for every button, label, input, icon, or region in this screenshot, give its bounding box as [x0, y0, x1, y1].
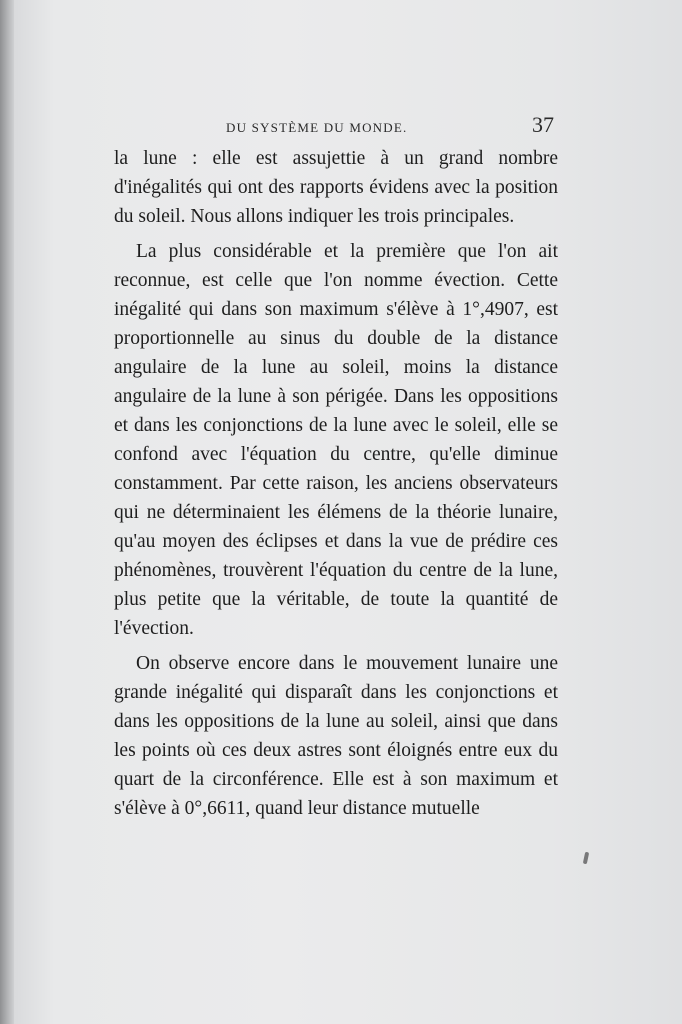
paragraph-1: la lune : elle est assujettie à un grand nombre d'inégalités qui ont des rapports évidens avec la position du soleil. Nous allons indiquer les trois principales.: [114, 148, 558, 227]
paragraph-3: On observe encore dans le mouvement lunaire une grande inégalité qui disparaît dans les conjonctions et dans les oppositions de la lune au soleil, ainsi que dans les points où ces deux astres sont éloignés entre eux du quart de la circonférence. Elle est à son maximum et s'élève à 0°,6611, quand leur distance mutuelle: [114, 653, 558, 819]
page-number: 37: [532, 112, 554, 137]
body-text: [114, 144, 558, 829]
book-gutter: [0, 0, 14, 1024]
page-header: [0, 112, 682, 142]
running-head: DU SYSTÈME DU MONDE.: [226, 120, 408, 135]
paragraph-2: La plus considérable et la première que l'on ait reconnue, est celle que l'on nomme évection. Cette inégalité qui dans son maximum s'élève à 1°,4907, est proportionnelle au sinus du double de la distance angulaire de la lune au soleil, moins la distance angulaire de la lune à son périgée. Dans les oppositions et dans les conjonctions de la lune avec le soleil, elle se confond avec l'équation du centre, qu'elle diminue constamment. Par cette raison, les anciens observateurs qui ne déterminaient les élémens de la théorie lunaire, qu'au moyen des éclipses et dans la vue de prédire ces phénomènes, trouvèrent l'équation du centre de la lune, plus petite que la véritable, de toute la quantité de l'évection.: [114, 241, 558, 639]
